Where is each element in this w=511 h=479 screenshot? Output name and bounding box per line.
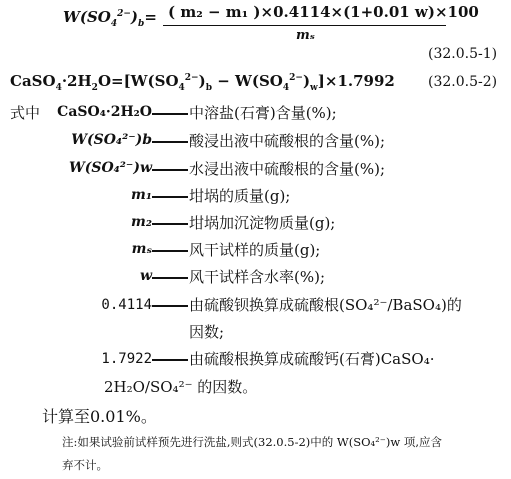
def-symbol-w: w — [139, 268, 152, 284]
def-desc-w: 风干试样含水率(%); — [189, 268, 326, 286]
def-dash — [152, 169, 188, 171]
eq1-lhs-sub: b — [138, 19, 145, 29]
eq1-equals: = — [144, 8, 157, 26]
def-desc-ms: 风干试样的质量(g); — [189, 241, 321, 259]
def-symbol-factor-04114: 0.4114 — [101, 297, 152, 313]
eq1-close: ) — [130, 8, 139, 26]
eq2-d-sub: b — [205, 83, 212, 93]
def-desc-m2: 坩埚加沉淀物质量(g); — [189, 214, 336, 232]
eq2-c-sub: 4 — [178, 83, 185, 93]
eq2-e-sup: 2− — [289, 73, 303, 83]
eq1-ion-sup: 2− — [117, 9, 131, 19]
def-desc-factor-04114: 由硫酸钡换算成硫酸根(SO₄²⁻/BaSO₄)的 — [189, 296, 462, 314]
eq2-part-a: CaSO — [10, 72, 56, 90]
def-symbol-m1: m₁ — [131, 187, 152, 203]
def-dash — [152, 113, 188, 115]
def-symbol-ms: mₛ — [131, 241, 152, 257]
def-desc-so4-w: 水浸出液中硫酸根的含量(%); — [189, 160, 386, 178]
eq1-ion-sub: 4 — [110, 19, 118, 29]
eq2-part-f: ) — [302, 72, 311, 90]
eq1-lhs — [63, 8, 157, 29]
eq1-numerator: ( m₂ − m₁ )×0.4114×(1+0.01 w)×100 — [168, 3, 479, 21]
def-symbol-factor-17922: 1.7922 — [101, 351, 152, 367]
def-dash — [152, 277, 188, 279]
eq1-fraction-bar — [163, 25, 446, 26]
eq2-part-g: ]×1.7992 — [317, 72, 395, 90]
where-label: 式中 — [10, 104, 41, 122]
eq2-part-e: − W(SO — [212, 72, 283, 90]
note-line-2: 弃不计。 — [62, 458, 108, 472]
def-desc-factor-04114-cont: 因数; — [189, 323, 225, 341]
def-symbol-so4-b: W(SO₄²⁻)b — [71, 132, 152, 148]
def-dash — [152, 196, 188, 198]
eq2-part-c: O=[W(SO — [97, 72, 179, 90]
eq2-e-sub: 4 — [282, 83, 290, 93]
def-dash — [152, 223, 188, 225]
def-dash — [152, 141, 188, 143]
def-desc-gypsum: 中溶盐(石膏)含量(%); — [189, 104, 337, 122]
eq2-number: (32.0.5-2) — [428, 74, 498, 90]
def-dash — [152, 305, 188, 307]
eq2-f-sub: w — [310, 83, 318, 93]
def-dash — [152, 359, 188, 361]
def-desc-factor-17922-cont: 2H₂O/SO₄²⁻ 的因数。 — [104, 378, 258, 396]
def-symbol-m2: m₂ — [131, 214, 152, 230]
def-symbol-so4-w: W(SO₄²⁻)w — [69, 160, 152, 176]
def-symbol-gypsum: CaSO₄·2H₂O — [57, 104, 152, 120]
def-dash — [152, 250, 188, 252]
eq2-part-d: ) — [198, 72, 206, 90]
note-line-1: 注:如果试验前试样预先进行洗盐,则式(32.0.5-2)中的 W(SO₄²⁻)w 项,应含 — [62, 435, 442, 449]
def-desc-m1: 坩埚的质量(g); — [189, 187, 291, 205]
eq1-denominator: mₛ — [296, 28, 315, 43]
def-desc-factor-17922: 由硫酸根换算成硫酸钙(石膏)CaSO₄· — [189, 350, 435, 368]
eq2-expression — [10, 72, 395, 93]
eq2-b-sub: 2 — [91, 83, 98, 93]
eq1-lhs-prefix: W(SO — [63, 8, 111, 26]
precision-statement: 计算至0.01%。 — [42, 407, 157, 426]
eq2-c-sup: 2− — [184, 73, 199, 83]
def-desc-so4-b: 酸浸出液中硫酸根的含量(%); — [189, 132, 386, 150]
eq1-number: (32.0.5-1) — [428, 46, 498, 62]
eq2-a-sub: 4 — [55, 83, 62, 93]
eq2-part-b: ·2H — [61, 72, 92, 90]
